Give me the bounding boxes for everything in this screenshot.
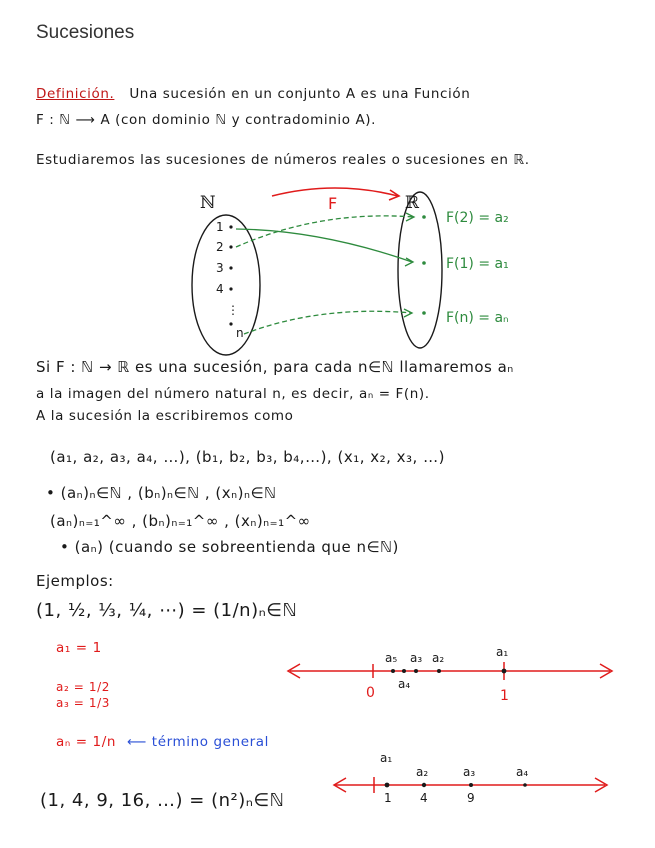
si-line-3: A la sucesión la escribiremos como bbox=[36, 408, 294, 424]
example-an: aₙ = 1/n bbox=[56, 734, 117, 750]
image-f1: F(1) = a₁ bbox=[446, 256, 509, 272]
nl2-t1: 1 bbox=[384, 791, 392, 805]
definition-line-2: F : ℕ ⟶ A (con dominio ℕ y contradominio A). bbox=[36, 112, 377, 128]
nl1-a2: a₂ bbox=[432, 651, 445, 665]
set-n-label: ℕ bbox=[200, 193, 216, 213]
nl2-t4: 4 bbox=[420, 791, 428, 805]
termino-general-label: ⟵ término general bbox=[126, 734, 270, 750]
page-title: Sucesiones bbox=[36, 22, 135, 43]
notation-row-2: • (aₙ)ₙ∈ℕ , (bₙ)ₙ∈ℕ , (xₙ)ₙ∈ℕ bbox=[46, 484, 277, 502]
domain-item-1: 1 bbox=[216, 220, 224, 234]
si-line-2: a la imagen del número natural n, es decir, aₙ = F(n). bbox=[36, 386, 430, 402]
example-a2: a₂ = 1/2 bbox=[56, 680, 110, 694]
definition-heading: Definición. bbox=[36, 86, 115, 102]
image-fn: F(n) = aₙ bbox=[446, 310, 509, 326]
nl1-a1: a₁ bbox=[496, 645, 509, 659]
example-a1: a₁ = 1 bbox=[56, 640, 102, 656]
notation-row-4: • (aₙ) (cuando se sobreentienda que n∈ℕ) bbox=[60, 538, 399, 556]
domain-item-dots: ⋮ bbox=[227, 303, 239, 317]
example-2: (1, 4, 9, 16, …) = (n²)ₙ∈ℕ bbox=[40, 790, 285, 811]
number-line-2 bbox=[334, 751, 607, 805]
nl1-a5: a₅ bbox=[385, 651, 398, 665]
number-line-1 bbox=[288, 645, 612, 704]
domain-item-4: 4 bbox=[216, 282, 224, 296]
nl2-a3: a₃ bbox=[463, 765, 476, 779]
definition-text-1: Una sucesión en un conjunto A es una Función bbox=[129, 86, 471, 102]
nl2-t9: 9 bbox=[467, 791, 475, 805]
notation-row-1: (a₁, a₂, a₃, a₄, …), (b₁, b₂, b₃, b₄,…), (x₁, x₂, x₃, …) bbox=[50, 448, 445, 466]
notation-row-3: (aₙ)ₙ₌₁^∞ , (bₙ)ₙ₌₁^∞ , (xₙ)ₙ₌₁^∞ bbox=[50, 512, 311, 530]
domain-item-3: 3 bbox=[216, 261, 224, 275]
function-arrow-label: F bbox=[328, 194, 338, 213]
ejemplos-heading: Ejemplos: bbox=[36, 572, 114, 590]
nl1-one: 1 bbox=[500, 688, 509, 704]
set-r-label: ℝ bbox=[405, 193, 420, 213]
domain-item-2: 2 bbox=[216, 240, 224, 254]
example-1: (1, ½, ⅓, ¼, ⋯) = (1/n)ₙ∈ℕ bbox=[36, 600, 298, 621]
nl2-a1: a₁ bbox=[380, 751, 393, 765]
nl1-zero: 0 bbox=[366, 685, 375, 701]
nl2-a2: a₂ bbox=[416, 765, 429, 779]
nl2-a4: a₄ bbox=[516, 765, 529, 779]
nl1-a3: a₃ bbox=[410, 651, 423, 665]
estudio-line: Estudiaremos las sucesiones de números reales o sucesiones en ℝ. bbox=[36, 152, 530, 168]
example-a3: a₃ = 1/3 bbox=[56, 696, 110, 710]
image-f2: F(2) = a₂ bbox=[446, 210, 509, 226]
si-line-1: Si F : ℕ → ℝ es una sucesión, para cada n∈ℕ llamaremos aₙ bbox=[36, 358, 514, 376]
nl1-a4: a₄ bbox=[398, 677, 411, 691]
domain-item-n: n bbox=[236, 326, 244, 340]
